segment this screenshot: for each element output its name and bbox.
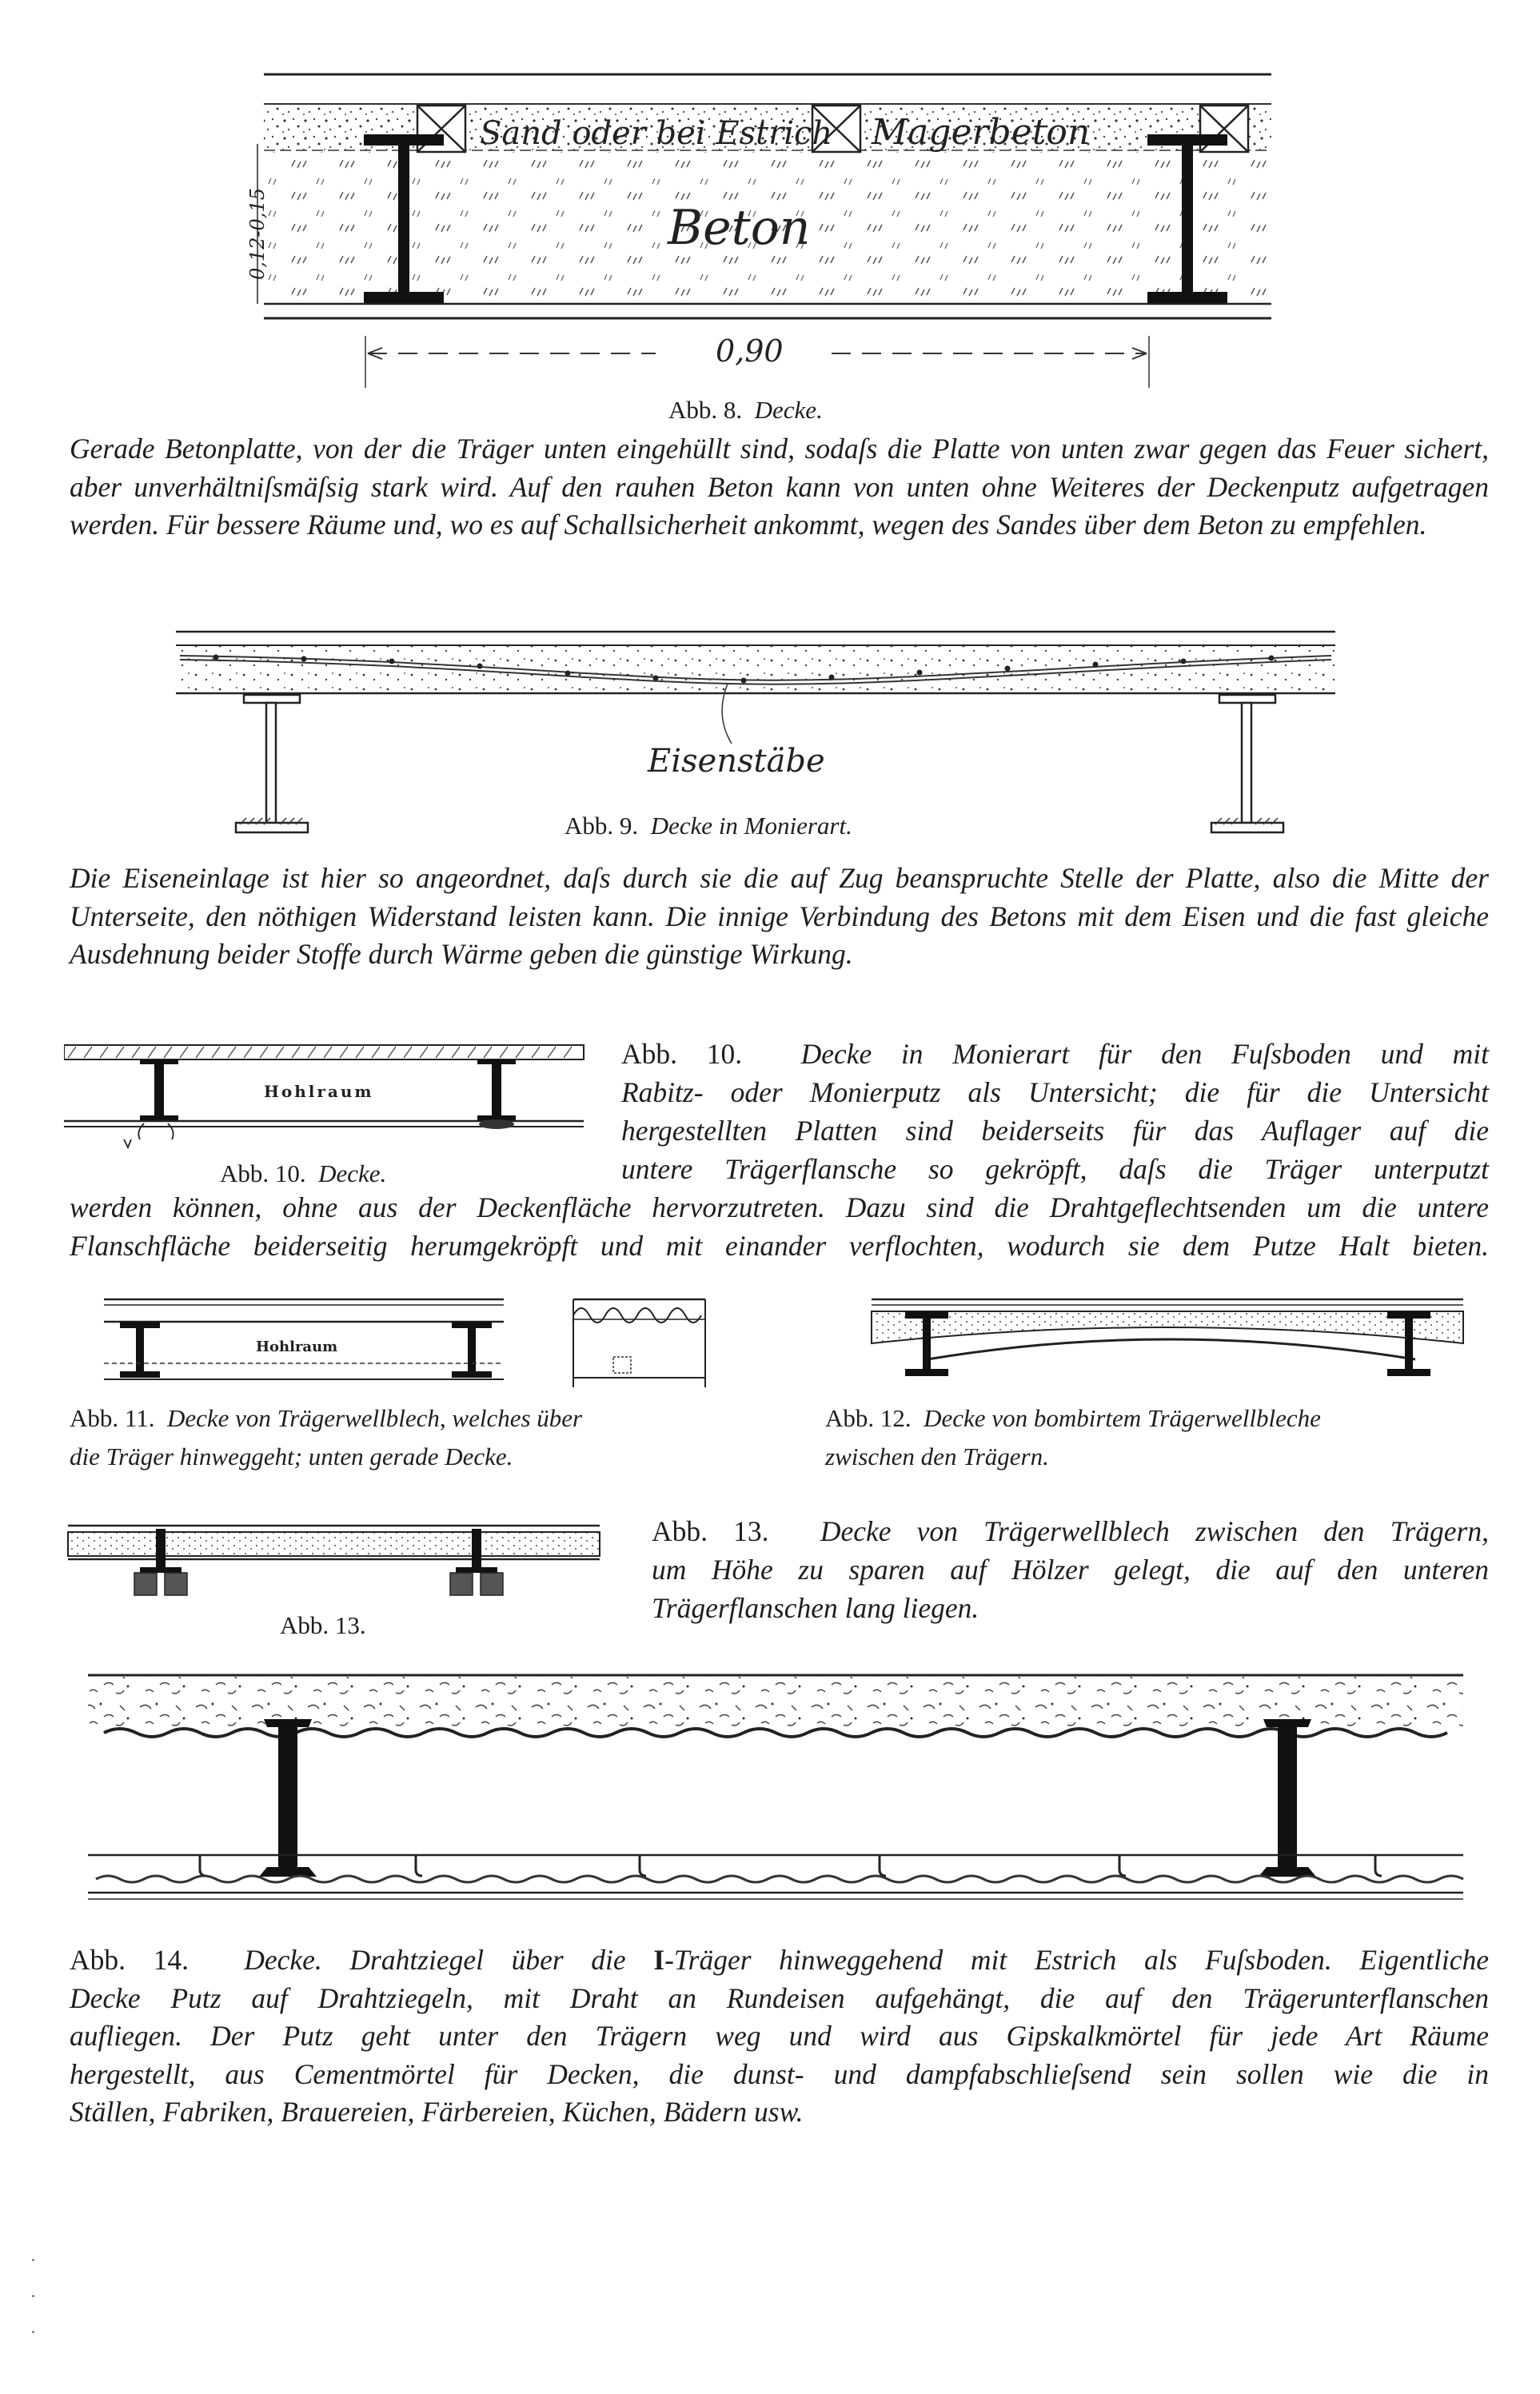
- figure-12-caption: [825, 1399, 1321, 1476]
- figure-10-monier-floor: [64, 1035, 592, 1155]
- figure-8-concrete-slab: [240, 64, 1279, 400]
- label-hohlraum-11: Hohlraum: [256, 1339, 338, 1355]
- figure-12-caption-line-2: zwischen den Trägern.: [825, 1442, 1049, 1470]
- figure-9-number: Abb. 9.: [565, 812, 639, 840]
- figure-14-line-4: hergestellt, aus Cementmörtel für Decken, die dunst- und dampfabschlieſsend sein sollen wie die in: [70, 2057, 1489, 2090]
- figure-14-line-3: aufliegen. Der Putz geht unter den Trägern weg und wird aus Gipskalkmörtel für jede Art Räume: [70, 2020, 1489, 2052]
- label-sand-oder-bei-estrich: Sand oder bei Estrich: [480, 115, 833, 152]
- figure-13-caption: Abb. 13.: [280, 1611, 366, 1639]
- figure-11-section-detail: [569, 1291, 709, 1391]
- figure-13-text-1: Decke von Trägerwellblech zwischen den Trägern,: [820, 1515, 1489, 1547]
- label-beton: Beton: [668, 200, 811, 256]
- page-speck: [32, 2295, 34, 2297]
- figure-11-number: Abb. 11.: [70, 1404, 155, 1432]
- figure-10-caption: [220, 1159, 386, 1188]
- figure-11-caption-line-2: die Träger hinweggeht; unten gerade Decke.: [70, 1442, 513, 1470]
- figure-11-caption-line-1: Decke von Trägerwellblech, welches über: [167, 1404, 583, 1432]
- figure-10-title: Decke.: [318, 1159, 387, 1187]
- figure-13-inline-number: Abb. 13.: [652, 1515, 769, 1547]
- page-speck: [32, 2259, 34, 2261]
- figure-10-line-2: Rabitz- oder Monierputz als Untersicht; die für die Untersicht: [621, 1076, 1489, 1108]
- figure-10-line-1: [621, 1035, 1489, 1074]
- label-hohlraum: Hohlraum: [264, 1082, 374, 1101]
- figure-9-caption: [565, 812, 852, 840]
- figure-13-line-1: [652, 1513, 1489, 1551]
- figure-8-description: Gerade Betonplatte, von der die Träger unten eingehüllt sind, sodaſs die Platte von unten zwar gegen das Feuer sichert, aber unverhältniſsmäſsig stark wird. Auf den rauhen Beton kann von unten ohne Weiteres der Deckenputz aufgetragen werden. Für bessere Räume und, wo es auf Schallsicherheit ankommt, wegen des Sandes über dem Beton zu empfehlen.: [70, 433, 1489, 541]
- page-speck: [32, 2331, 34, 2333]
- figure-14-line-1: [70, 1941, 1489, 1980]
- figure-10-line-5: werden können, ohne aus der Deckenfläche hervorzutreten. Dazu sind die Drahtgeflechtsenden um die untere: [70, 1191, 1489, 1223]
- label-magerbeton: Magerbeton: [872, 112, 1091, 153]
- figure-13-line-3: Trägerflanschen lang liegen.: [652, 1592, 979, 1624]
- figure-12-bombirt-corrugated: [864, 1295, 1471, 1391]
- figure-14-line-2: Decke Putz auf Drahtziegeln, mit Draht an Rundeisen aufgehängt, die auf den Trägerunterflanschen: [70, 1981, 1489, 2014]
- figure-13-line-2: um Höhe zu sparen auf Hölzer gelegt, die auf den unteren: [652, 1554, 1489, 1586]
- figure-13-corrugated-on-timber: [64, 1519, 608, 1599]
- figure-14-number: Abb. 14.: [70, 1944, 189, 1976]
- figure-10-text-1: Decke in Monierart für den Fuſsboden und mit: [800, 1038, 1489, 1070]
- figure-12-number: Abb. 12.: [825, 1404, 912, 1432]
- figure-11-caption: [70, 1399, 582, 1476]
- figure-14-line-5: Ställen, Fabriken, Brauereien, Färbereien, Küchen, Bädern usw.: [70, 2096, 804, 2128]
- figure-9-title: Decke in Monierart.: [650, 812, 852, 840]
- figure-8-caption: [668, 396, 823, 425]
- label-eisenstaebe: Eisenstäbe: [648, 743, 825, 780]
- figure-9-description: Die Eiseneinlage ist hier so angeordnet, daſs durch sie die auf Zug beanspruchte Stelle der Platte, also die Mitte der Unterseite, den nöthigen Widerstand leisten kann. Die innige Verbindung des Betons mit dem Eisen und die fast gleiche Ausdehnung beider Stoffe durch Wärme geben die günstige Wirkung.: [70, 862, 1489, 970]
- dim-span: 0,90: [716, 333, 784, 369]
- figure-10-line-4: untere Trägerflansche so gekröpft, daſs die Träger unterputzt: [621, 1153, 1489, 1185]
- figure-8-title: Decke.: [754, 396, 823, 424]
- i-beam-symbol: I: [653, 1944, 665, 1976]
- figure-14-wire-tile-ceiling: [80, 1667, 1471, 1931]
- figure-12-caption-line-1: Decke von bombirtem Trägerwellbleche: [924, 1404, 1321, 1432]
- figure-10-inline-number: Abb. 10.: [621, 1038, 743, 1070]
- figure-14-text-1a: Decke. Drahtziegel über die: [244, 1944, 626, 1976]
- figure-11-corrugated-over-beams: [96, 1291, 512, 1391]
- figure-14-text-1b: -Träger hinweggehend mit Estrich als Fuſsboden. Eigentliche: [664, 1944, 1490, 1976]
- figure-10-number: Abb. 10.: [220, 1159, 306, 1187]
- figure-14-description: [70, 1941, 1489, 2132]
- dim-height: 0,12-0,15: [246, 188, 269, 280]
- figure-8-number: Abb. 8.: [668, 396, 743, 424]
- figure-10-line-3: hergestellten Platten sind beiderseits für das Auflager auf die: [621, 1115, 1489, 1147]
- figure-10-line-6: Flanschfläche beiderseitig herumgekröpft und mit einander verflochten, wodurch sie dem Putze Halt bieten.: [70, 1230, 1489, 1262]
